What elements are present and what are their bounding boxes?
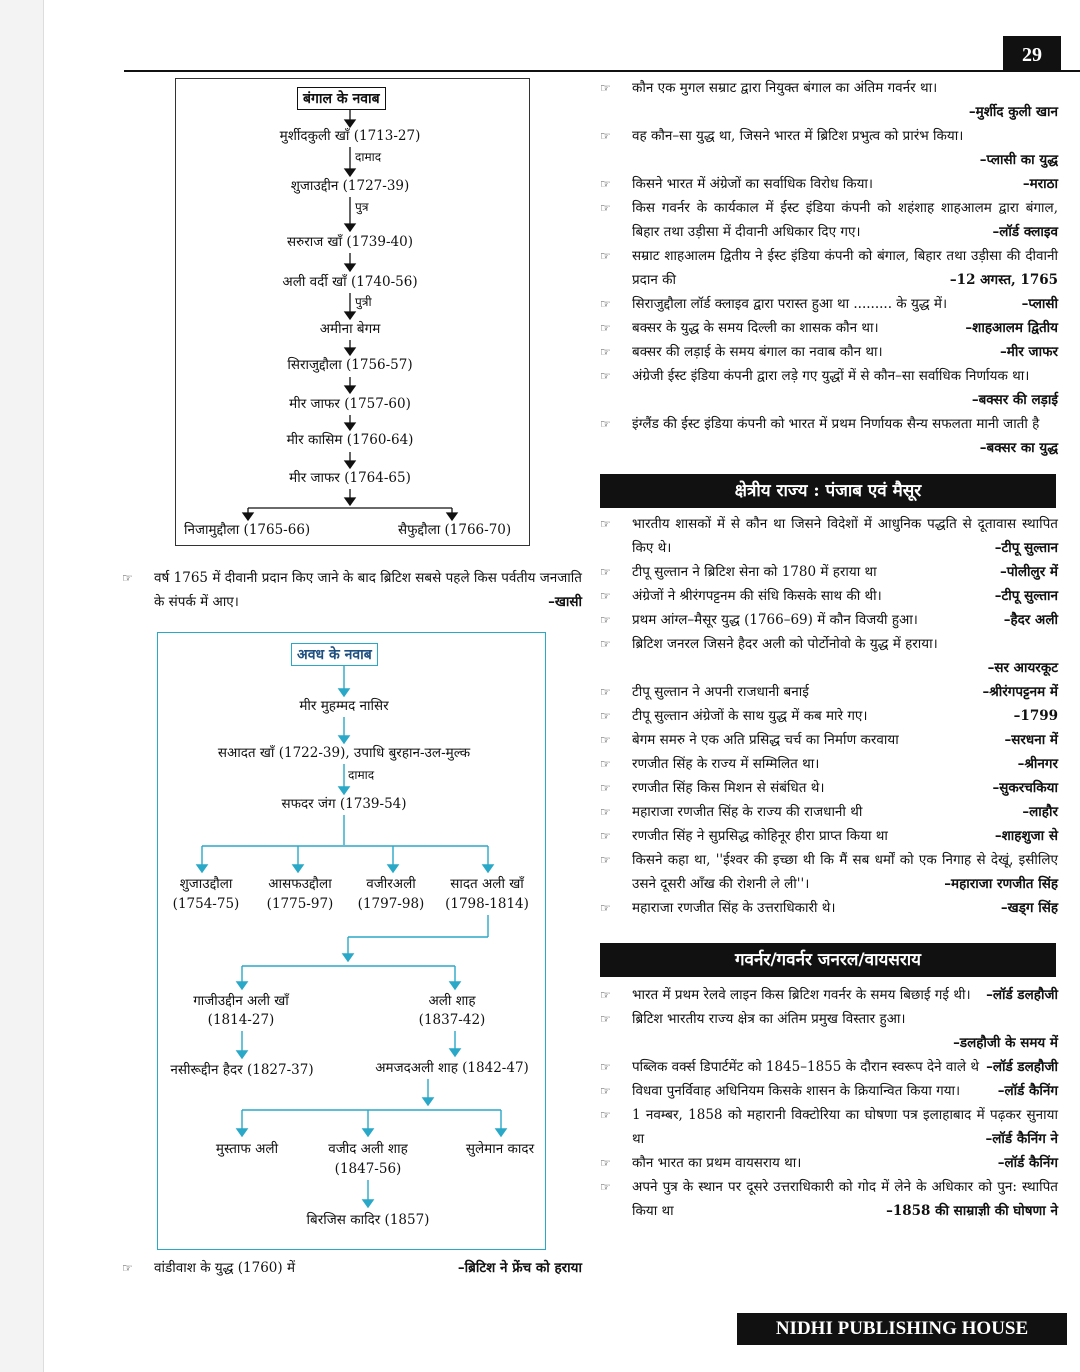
question-text: किसने भारत में अंग्रेजों का सर्वाधिक विरोध किया। [632,176,874,192]
pointing-hand-icon: ☞ [600,321,611,335]
awadh-child-3: वजीरअली [366,876,416,892]
pointing-hand-icon: ☞ [600,1180,611,1194]
answer-text: –शाहशुजा से [994,828,1058,844]
awadh-node-d1-years: (1814-27) [207,1012,275,1028]
question-text: महाराजा रणजीत सिंह के उत्तराधिकारी थे। [632,900,836,916]
question-item [600,776,1058,800]
question-text: अंग्रेजों ने श्रीरंगपट्टनम की संधि किसके साथ की थी। [632,588,882,604]
question-text: विधवा पुनर्विवाह अधिनियम किसके शासन के क्रियान्वित किया गया। [632,1083,961,1099]
question-item [600,560,1058,584]
pointing-hand-icon: ☞ [600,613,611,627]
pointing-hand-icon: ☞ [600,1108,611,1122]
question-text: कौन एक मुगल सम्राट द्वारा नियुक्त बंगाल का अंतिम गवर्नर था। [632,80,938,96]
pointing-hand-icon: ☞ [600,757,611,771]
question-item [600,364,1058,412]
answer-text: –लॉर्ड कैनिंग [997,1083,1058,1099]
question-text: रणजीत सिंह किस मिशन से संबंधित थे। [632,780,825,796]
question-item [600,196,1058,244]
question-item [600,704,1058,728]
question-text: इंग्लैंड की ईस्ट इंडिया कंपनी को भारत में प्रथम निर्णायक सैन्य सफलता मानी जाती है [632,416,1040,432]
question-text: टीपू सुल्तान ने ब्रिटिश सेना को 1780 में हराया था [632,564,877,580]
answer-text: –प्लासी का युद्ध [979,152,1058,168]
answer-text: –हैदर अली [1003,612,1058,628]
question-item [600,824,1058,848]
answer-text: –लॉर्ड डलहौजी [986,987,1058,1003]
pointing-hand-icon: ☞ [600,1012,611,1026]
awadh-node-e1: नसीरूद्दीन हैदर (1827-37) [170,1062,314,1078]
awadh-node-f2-years: (1847-56) [334,1161,402,1177]
pointing-hand-icon: ☞ [600,1084,611,1098]
pointing-hand-icon: ☞ [600,709,611,723]
bengal-node-10a: निजामुद्दौला (1765-66) [184,522,311,538]
pointing-hand-icon: ☞ [600,369,611,383]
question-text: सिराजुद्दौला लॉर्ड क्लाइव द्वारा परास्त हुआ था ......... के युद्ध में। [632,296,948,312]
answer-text: –1858 की साम्राज्ञी की घोषणा ने [886,1203,1058,1219]
question-item [600,316,1058,340]
pointing-hand-icon: ☞ [600,805,611,819]
question-item [600,292,1058,316]
pointing-hand-icon: ☞ [600,988,611,1002]
answer-text: –बक्सर की लड़ाई [971,392,1058,408]
answer-text: –महाराजा रणजीत सिंह [944,876,1058,892]
question-text: पब्लिक वर्क्स डिपार्टमेंट को 1845–1855 के दौरान स्वरूप देने वाले थे [632,1059,979,1075]
bengal-relation-1: दामाद [355,150,382,164]
question-text: टीपू सुल्तान ने अपनी राजधानी बनाई [632,684,809,700]
pointing-hand-icon: ☞ [600,1060,611,1074]
awadh-child-1-years: (1754-75) [172,896,240,912]
question-item [600,1007,1058,1055]
right-section-1 [600,76,1058,460]
bengal-node-7: मीर जाफर (1757-60) [289,396,411,412]
right-section-3 [600,983,1058,1223]
question-item [600,124,1058,172]
answer-text: –लॉर्ड कैनिंग [997,1155,1058,1171]
answer-text: –प्लासी [1021,296,1058,312]
awadh-node-e2: अमजदअली शाह (1842-47) [375,1060,529,1076]
question-item [600,1103,1058,1151]
question-text: रणजीत सिंह के राज्य में सम्मिलित था। [632,756,820,772]
question-item [600,680,1058,704]
awadh-node-d2-years: (1837-42) [418,1012,486,1028]
section-banner-punjab-mysore: क्षेत्रीय राज्य : पंजाब एवं मैसूर [600,474,1056,508]
question-item [600,76,1058,124]
answer-text: –लाहौर [1022,804,1058,820]
awadh-node-g1: बिरजिस कादिर (1857) [306,1212,430,1228]
question-item [600,728,1058,752]
question-item [600,848,1058,896]
question-item [600,584,1058,608]
bengal-node-9: मीर जाफर (1764-65) [289,470,411,486]
question-text: ब्रिटिश भारतीय राज्य क्षेत्र का अंतिम प्रमुख विस्तार हुआ। [632,1011,906,1027]
question-item [600,632,1058,680]
left-question-2: ☞ वांडीवाश के युद्ध (1760) में –ब्रिटिश ने फ्रेंच को हराया [122,1256,582,1280]
pointing-hand-icon: ☞ [600,589,611,603]
awadh-node-d2: अली शाह [428,993,476,1009]
answer-text: –मीर जाफर [1000,344,1058,360]
pointing-hand-icon: ☞ [600,297,611,311]
question-text: अपने पुत्र के स्थान पर दूसरे उत्तराधिकारी को गोद में लेने के अधिकार को पुन: स्थापित किया था [632,1179,1058,1219]
question-text: कौन भारत का प्रथम वायसराय था। [632,1155,802,1171]
pointing-hand-icon: ☞ [600,81,611,95]
page-number: 29 [1003,36,1061,72]
pointing-hand-icon: ☞ [600,733,611,747]
question-item [600,1079,1058,1103]
awadh-node-d1: गाजीउद्दीन अली खाँ [193,993,289,1009]
question-text: सम्राट शाहआलम द्वितीय ने ईस्ट इंडिया कंपनी को बंगाल, बिहार तथा उड़ीसा की दीवानी प्रदान की [632,248,1058,288]
awadh-node-f3: सुलेमान कादर [465,1141,535,1157]
answer-text: –शाहआलम द्वितीय [965,320,1058,336]
question-item [600,340,1058,364]
question-item [600,1055,1058,1079]
awadh-child-4-years: (1798-1814) [445,896,529,912]
question-item [600,608,1058,632]
pointing-hand-icon: ☞ [600,177,611,191]
bengal-relation-4: पुत्री [355,295,372,309]
awadh-node-f2: वजीद अली शाह [328,1141,408,1157]
question-item [600,244,1058,292]
pointing-hand-icon: ☞ [600,781,611,795]
question-text: किस गवर्नर के कार्यकाल में ईस्ट इंडिया कंपनी को शहंशाह शाहआलम द्वारा बंगाल, बिहार तथा उड़ीसा में दीवानी अधिकार दिए गए। [632,200,1058,240]
answer-text: –टीपू सुल्तान [994,588,1058,604]
right-section-2 [600,512,1058,920]
pointing-hand-icon: ☞ [600,129,611,143]
question-text: किसने कहा था, ''ईश्वर की इच्छा थी कि मैं सब धर्मों को एक निगाह से देखूं, इसीलिए उसने दूसरी आँख की रोशनी ले ली''। [632,852,1058,892]
pointing-hand-icon: ☞ [600,249,611,263]
question-item [600,512,1058,560]
question-item [600,800,1058,824]
answer-text: –मुर्शीद कुली खान [968,104,1058,120]
answer-text: –सरधना में [1004,732,1058,748]
question-text: वह कौन–सा युद्ध था, जिसने भारत में ब्रिटिश प्रभुत्व को प्रारंभ किया। [632,128,964,144]
question-text: भारतीय शासकों में से कौन था जिसने विदेशों में आधुनिक पद्धति से दूतावास स्थापित किए थे। [632,516,1058,556]
answer-text: –टीपू सुल्तान [994,540,1058,556]
answer-text: –श्रीरंगपट्टनम में [982,684,1058,700]
bengal-node-2: शुजाउद्दीन (1727-39) [290,178,410,194]
pointing-hand-icon: ☞ [600,565,611,579]
question-text: टीपू सुल्तान अंग्रेजों के साथ युद्ध में कब मारे गए। [632,708,868,724]
pointing-hand-icon: ☞ [600,685,611,699]
question-text: प्रथम आंग्ल–मैसूर युद्ध (1766–69) में कौन विजयी हुआ। [632,612,918,628]
bengal-node-10b: सैफुद्दौला (1766-70) [398,522,512,538]
bengal-node-3: सरुराज खाँ (1739-40) [287,234,413,250]
question-text: बक्सर की लड़ाई के समय बंगाल का नवाब कौन था। [632,344,883,360]
bengal-node-5: अमीना बेगम [319,321,381,337]
pointing-hand-icon: ☞ [600,901,611,915]
awadh-child-2-years: (1775-97) [266,896,334,912]
bengal-node-8: मीर कासिम (1760-64) [286,432,414,448]
awadh-node-1: मीर मुहम्मद नासिर [299,698,389,714]
question-text: अंग्रेजी ईस्ट इंडिया कंपनी द्वारा लड़े गए युद्धों में से कौन–सा सर्वाधिक निर्णायक था। [632,368,1030,384]
question-item [600,896,1058,920]
question-text: ब्रिटिश जनरल जिसने हैदर अली को पोर्टोनोवो के युद्ध में हराया। [632,636,938,652]
question-text: भारत में प्रथम रेलवे लाइन किस ब्रिटिश गवर्नर के समय बिछाई गई थी। [632,987,971,1003]
pointing-hand-icon: ☞ [600,637,611,651]
pointing-hand-icon: ☞ [600,853,611,867]
answer-text: –लॉर्ड डलहौजी [986,1059,1058,1075]
question-item [600,412,1058,456]
answer-text: –पोलीलुर में [999,564,1058,580]
left-question-1: ☞ वर्ष 1765 में दीवानी प्रदान किए जाने के बाद ब्रिटिश सबसे पहले किस पर्वतीय जनजाति के संपर्क में आए। –खासी [122,566,582,614]
question-item [600,1151,1058,1175]
question-text: 1 नवम्बर, 1858 को महारानी विक्टोरिया का घोषणा पत्र इलाहाबाद में पढ़कर सुनाया था [632,1107,1058,1147]
awadh-node-f1: मुस्ताफ अली [215,1141,279,1157]
question-item [600,1175,1058,1223]
question-item [600,752,1058,776]
bengal-node-4: अली वर्दी खाँ (1740-56) [282,274,418,290]
answer-text: –श्रीनगर [1017,756,1058,772]
awadh-child-3-years: (1797-98) [357,896,425,912]
question-item [600,172,1058,196]
pointing-hand-icon: ☞ [122,1261,133,1275]
question-text: महाराजा रणजीत सिंह के राज्य की राजधानी थी [632,804,863,820]
answer-text: –खड्ग सिंह [1000,900,1058,916]
awadh-node-2: सआदत खाँ (1722-39), उपाधि बुरहान-उल-मुल्क [217,745,471,761]
pointing-hand-icon: ☞ [600,829,611,843]
answer-text: –मराठा [1022,176,1058,192]
bengal-node-6: सिराजुद्दौला (1756-57) [287,357,413,373]
publisher-footer: NIDHI PUBLISHING HOUSE [737,1313,1067,1345]
question-text: बेगम समरु ने एक अति प्रसिद्ध चर्च का निर्माण करवाया [632,732,899,748]
awadh-node-3: सफदर जंग (1739-54) [281,796,407,812]
awadh-child-1: शुजाउद्दौला [179,876,233,892]
answer-text: –डलहौजी के समय में [953,1035,1058,1051]
pointing-hand-icon: ☞ [600,417,611,431]
awadh-child-2: आसफउद्दौला [268,876,332,892]
awadh-relation-2: दामाद [348,768,375,782]
section-banner-governors: गवर्नर/गवर्नर जनरल/वायसराय [600,943,1056,977]
question-text: रणजीत सिंह ने सुप्रसिद्ध कोहिनूर हीरा प्राप्त किया था [632,828,888,844]
pointing-hand-icon: ☞ [600,1156,611,1170]
question-text: बक्सर के युद्ध के समय दिल्ली का शासक कौन था। [632,320,879,336]
question-item [600,983,1058,1007]
bengal-node-1: मुर्शीदकुली खाँ (1713-27) [279,128,421,144]
answer-text: –12 अगस्त, 1765 [949,272,1058,288]
answer-text: –बक्सर का युद्ध [979,440,1058,456]
answer-text: –सर आयरकूट [987,660,1058,676]
bengal-chart-title: बंगाल के नवाब [297,87,386,110]
pointing-hand-icon: ☞ [600,517,611,531]
awadh-child-4: सादत अली खाँ [450,876,524,892]
answer-text: –लॉर्ड कैनिंग ने [985,1131,1058,1147]
answer-text: –1799 [1013,708,1058,724]
pointing-hand-icon: ☞ [122,571,133,585]
bengal-relation-2: पुत्र [355,200,369,214]
answer-text: –सुकरचकिया [992,780,1058,796]
pointing-hand-icon: ☞ [600,201,611,215]
pointing-hand-icon: ☞ [600,345,611,359]
awadh-chart-title: अवध के नवाब [291,643,378,666]
answer-text: –लॉर्ड क्लाइव [992,224,1058,240]
